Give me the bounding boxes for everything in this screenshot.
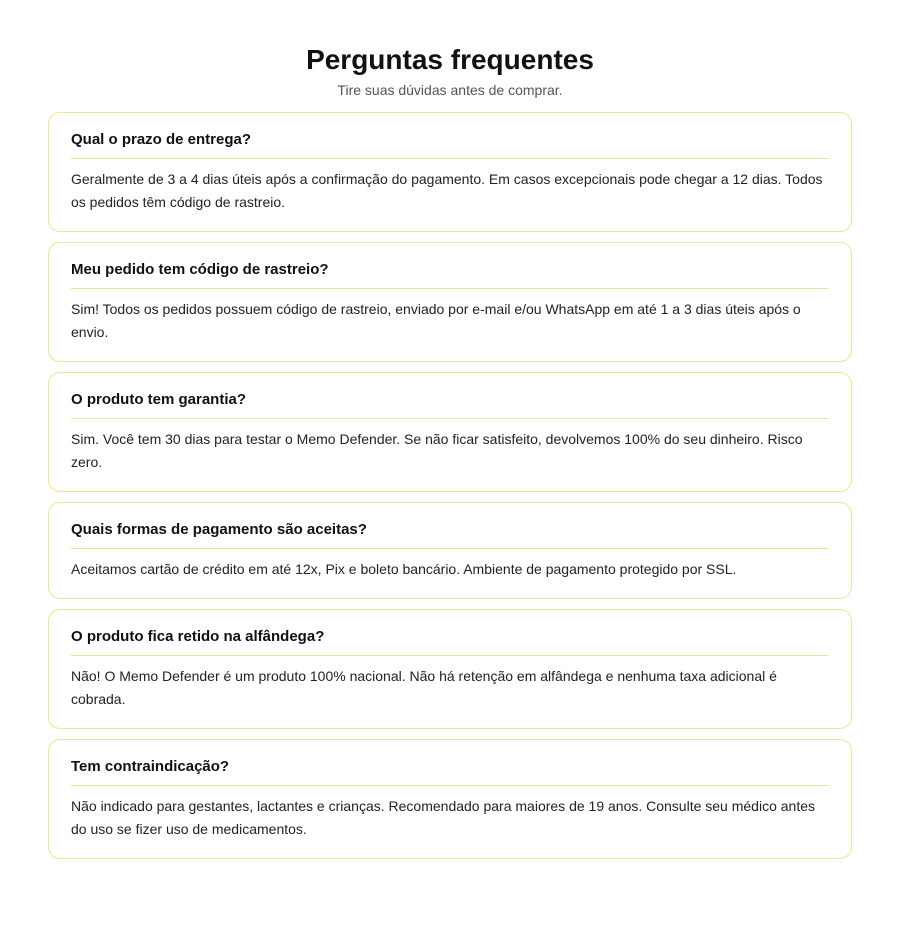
faq-question[interactable]: Quais formas de pagamento são aceitas?: [71, 517, 829, 549]
faq-answer: Aceitamos cartão de crédito em até 12x, Pix e boleto bancário. Ambiente de pagamento protegido por SSL.: [71, 561, 737, 577]
page-title: Perguntas frequentes: [306, 44, 594, 75]
faq-question[interactable]: O produto tem garantia?: [71, 387, 829, 419]
faq-answer: Não! O Memo Defender é um produto 100% nacional. Não há retenção em alfândega e nenhuma taxa adicional é cobrada.: [71, 668, 777, 707]
faq-answer: Sim! Todos os pedidos possuem código de rastreio, enviado por e-mail e/ou WhatsApp em até 1 a 3 dias úteis após o envio.: [71, 301, 801, 340]
faq-question[interactable]: O produto fica retido na alfândega?: [71, 624, 829, 656]
faq-question[interactable]: Qual o prazo de entrega?: [71, 127, 829, 159]
faq-item-warranty[interactable]: [48, 372, 852, 492]
faq-question[interactable]: Tem contraindicação?: [71, 754, 829, 786]
faq-item-contraindication[interactable]: [48, 739, 852, 859]
faq-item-delivery[interactable]: [48, 112, 852, 232]
faq-item-customs[interactable]: [48, 609, 852, 729]
faq-answer: Não indicado para gestantes, lactantes e crianças. Recomendado para maiores de 19 anos. Consulte seu médico antes do uso se fizer uso de medicamentos.: [71, 798, 816, 837]
faq-item-tracking[interactable]: [48, 242, 852, 362]
faq-item-payment[interactable]: [48, 502, 852, 599]
faq-question[interactable]: Meu pedido tem código de rastreio?: [71, 257, 829, 289]
faq-answer: Geralmente de 3 a 4 dias úteis após a confirmação do pagamento. Em casos excepcionais pode chegar a 12 dias. Todos os pedidos têm código de rastreio.: [71, 171, 823, 210]
faq-list: [48, 112, 852, 859]
faq-answer: Sim. Você tem 30 dias para testar o Memo Defender. Se não ficar satisfeito, devolvemos 100% do seu dinheiro. Risco zero.: [71, 431, 803, 470]
page-subtitle: Tire suas dúvidas antes de comprar.: [337, 82, 563, 98]
